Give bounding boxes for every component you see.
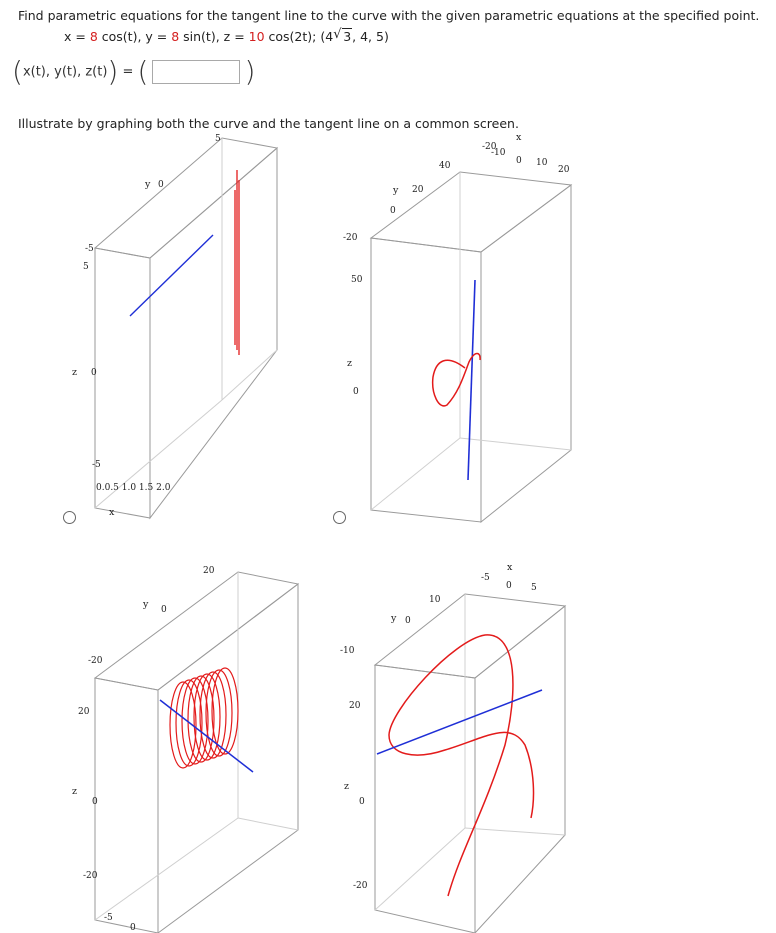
- graph-d-yn10: -10: [340, 646, 355, 656]
- graph-d-y-label: y: [391, 613, 397, 624]
- eq-x-func: cos(t), y =: [97, 29, 172, 44]
- graph-b-y-label: y: [393, 185, 399, 196]
- graph-c-n20: -20: [88, 656, 103, 666]
- graph-option-c: [55, 560, 315, 933]
- graph-d-z-label: z: [344, 781, 350, 792]
- eq-y-func: sin(t), z =: [179, 29, 249, 44]
- graph-b-z0: 0: [353, 387, 359, 397]
- graph-a-neg5-top: -5: [85, 244, 94, 254]
- graph-d-z20: 20: [349, 701, 361, 711]
- sqrt-arg: 3: [343, 29, 352, 44]
- graph-b-x0: 0: [516, 156, 522, 166]
- graph-option-a: [55, 130, 315, 525]
- graph-b-y0: 0: [390, 206, 396, 216]
- graph-d-x5: 5: [531, 583, 537, 593]
- answer-row: (x(t), y(t), z(t)) = ( ): [12, 55, 256, 88]
- graph-a-y-zero: 0: [158, 180, 164, 190]
- answer-label: x(t), y(t), z(t): [22, 64, 108, 80]
- graph-a-tick-top: 5: [215, 134, 221, 144]
- eq-z-coef: 10: [248, 29, 265, 44]
- point-rest: , 4, 5): [352, 29, 389, 44]
- graph-b-zn20: -20: [343, 233, 358, 243]
- graph-b-xn10: -10: [491, 148, 506, 158]
- graph-a-x-ticks: 0.0.5 1.0 1.5 2.0: [96, 483, 171, 493]
- graph-b-xn20: -20: [482, 142, 497, 152]
- eq-z-func: cos(2t); (4: [264, 29, 334, 44]
- graph-b-x20: 20: [558, 165, 570, 175]
- graph-a-y-label: y: [145, 179, 151, 190]
- graph-d-zn20: -20: [353, 881, 368, 891]
- graph-d-xn5: -5: [481, 573, 490, 583]
- graph-option-b: [335, 130, 585, 530]
- eq-x-coef: 8: [89, 29, 98, 44]
- graph-c-b0: 0: [130, 923, 136, 933]
- graph-a-five: 5: [83, 262, 89, 272]
- graph-a-x-label: x: [109, 507, 115, 518]
- graph-c-bn5: -5: [104, 913, 113, 923]
- graph-c-z0: 0: [92, 797, 98, 807]
- graph-c-z-label: z: [72, 786, 78, 797]
- graph-d-y10: 10: [429, 595, 441, 605]
- graph-c-y-label: y: [143, 599, 149, 610]
- question-prompt: Find parametric equations for the tangent line to the curve with the given parametric equations at the specified point.: [18, 8, 760, 23]
- graph-d-x0: 0: [506, 581, 512, 591]
- illustrate-prompt: Illustrate by graphing both the curve and the tangent line on a common screen.: [18, 116, 519, 131]
- graph-a-neg5-bot: -5: [92, 460, 101, 470]
- answer-input[interactable]: [152, 60, 240, 84]
- graph-option-d: [335, 560, 580, 933]
- graph-d-z0: 0: [359, 797, 365, 807]
- graph-a-z-label: z: [72, 367, 78, 378]
- graph-c-z20: 20: [78, 707, 90, 717]
- curve-equations: [64, 29, 389, 44]
- eq-x-prefix: x =: [64, 29, 90, 44]
- sqrt-symbol: √ 3: [333, 27, 352, 44]
- graph-b-z50: 50: [351, 275, 363, 285]
- graph-c-y0: 0: [161, 605, 167, 615]
- graph-b-x-label: x: [516, 132, 522, 143]
- graph-d-y0: 0: [405, 616, 411, 626]
- graph-b-y20: 20: [412, 185, 424, 195]
- graph-b-z-label: z: [347, 358, 353, 369]
- graph-d-x-label: x: [507, 562, 513, 573]
- graph-c-zn20: -20: [83, 871, 98, 881]
- graph-c-t20: 20: [203, 566, 215, 576]
- graph-a-z-zero: 0: [91, 368, 97, 378]
- eq-y-coef: 8: [171, 29, 180, 44]
- graph-b-x10: 10: [536, 158, 548, 168]
- graph-b-y40: 40: [439, 161, 451, 171]
